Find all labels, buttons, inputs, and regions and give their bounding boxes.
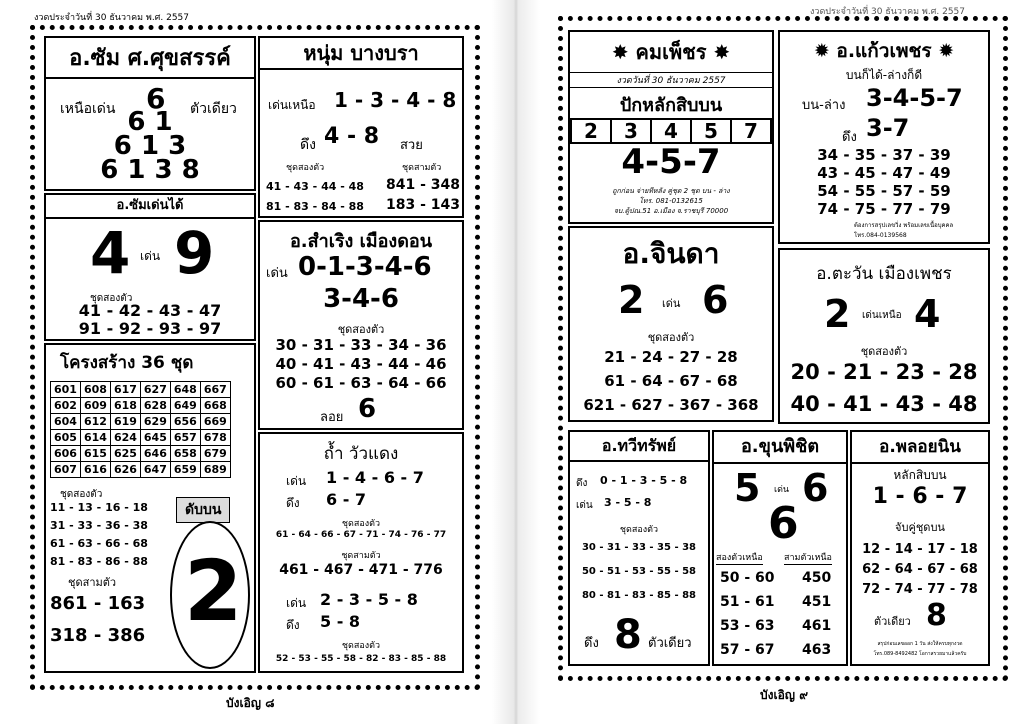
page-header: งวดประจำวันที่ 30 ธันวาคม พ.ศ. 2557	[810, 7, 966, 17]
num-line2-suffix: สวย	[400, 138, 423, 153]
jinda-triple-row: 621 - 627 - 367 - 368	[583, 396, 759, 414]
khun-col2-2: 451	[802, 594, 832, 610]
thawi-foot-number: 8	[614, 612, 642, 658]
structure-table-cell: 668	[200, 398, 230, 414]
thawi-l1-value: 0 - 1 - 3 - 5 - 8	[600, 474, 688, 487]
num-pair-1: 41 - 43 - 44 - 48	[266, 180, 364, 193]
structure-table-cell: 612	[80, 414, 110, 430]
structure-table-cell: 626	[110, 462, 140, 478]
structure-table-cell: 669	[200, 414, 230, 430]
structure-table-cell: 625	[110, 446, 140, 462]
sam-box	[44, 36, 256, 191]
page-footer: บังเอิญ ๘	[226, 696, 275, 710]
structure-table-cell: 679	[200, 446, 230, 462]
sam-lower-row-2: 91 - 92 - 93 - 97	[78, 319, 222, 338]
structure-table-cell: 689	[200, 462, 230, 478]
thawi-l2-value: 3 - 5 - 8	[604, 496, 652, 509]
khun-col1-1: 50 - 60	[720, 570, 775, 586]
book-gutter	[492, 0, 540, 724]
structure-table	[50, 381, 231, 478]
phloi-row-1: 12 - 14 - 17 - 18	[862, 542, 978, 557]
structure-table-cell: 604	[51, 414, 81, 430]
sam-lower-label: เด่น	[140, 249, 161, 263]
kaew-row-1: 34 - 35 - 37 - 39	[817, 146, 951, 164]
samroeng-row-3: 60 - 61 - 63 - 64 - 66	[275, 374, 447, 392]
num-line1-label: เด่นเหนือ	[268, 98, 316, 112]
tham-l3-value: 2 - 3 - 5 - 8	[320, 590, 418, 609]
khom-big: 4-5-7	[621, 142, 721, 182]
structure-table-cell: 602	[51, 398, 81, 414]
jinda-left-number: 2	[618, 278, 645, 322]
structure-table-cell: 645	[140, 430, 170, 446]
khun-col1-label: สองตัวเหนือ	[716, 550, 763, 565]
tham-l1-value: 1 - 4 - 6 - 7	[326, 468, 424, 487]
kaew-note-1: ต้องการสรุปเลขวิ่ง พร้อมเลขเนื้อบุคคล	[854, 222, 954, 229]
tham-l2-value: 6 - 7	[326, 490, 367, 509]
tham-pair-label: ชุดสองตัว	[341, 519, 381, 529]
khun-label: เด่น	[774, 485, 790, 495]
sun-icon: ✹	[813, 40, 837, 62]
structure-table-row	[51, 398, 231, 414]
tawan-left-number: 2	[824, 292, 851, 336]
sam-lead-number: 6	[146, 82, 166, 115]
page-footer: บังเอิญ ๙	[760, 688, 808, 702]
khun-col2-label: สามตัวเหนือ	[784, 550, 832, 565]
structure-table-cell: 618	[110, 398, 140, 414]
samroeng-float-value: 6	[358, 394, 377, 424]
khom-title-text: คมเพ็ชร	[635, 40, 707, 64]
structure-table-row	[51, 414, 231, 430]
structure-table-cell: 607	[51, 462, 81, 478]
khom-subtitle: งวดวันที่ 30 ธันวาคม 2557	[570, 72, 772, 88]
thawi-row-2: 50 - 51 - 53 - 55 - 58	[581, 566, 697, 577]
structure-table-row	[51, 462, 231, 478]
structure-triple-label: ชุดสามตัว	[68, 576, 117, 589]
kaew-note-2: โทร.084-0139568	[854, 232, 907, 239]
jinda-right-number: 6	[702, 278, 729, 322]
khun-col2-4: 463	[802, 642, 832, 658]
structure-table-cell: 649	[170, 398, 200, 414]
tawan-pair-label: ชุดสองตัว	[860, 345, 908, 358]
structure-oval-label: ดับบน	[176, 497, 230, 523]
structure-table-cell: 617	[110, 382, 140, 398]
sam-lower-title: อ.ซัมเด่นได้	[46, 195, 254, 219]
structure-pair-4: 81 - 83 - 86 - 88	[50, 555, 148, 568]
sam-lower-box	[44, 193, 256, 341]
khun-title: อ.ขุนพิชิต	[714, 432, 846, 464]
samroeng-row-2: 40 - 41 - 43 - 44 - 46	[275, 355, 447, 373]
phloi-row-3: 72 - 74 - 77 - 78	[862, 582, 978, 597]
num-triple-label: ชุดสามตัว	[402, 163, 442, 173]
phloi-note-2: โทร.089-8492482 โอกาสรวยมาแล้วครับ	[873, 651, 967, 657]
structure-table-cell: 659	[170, 462, 200, 478]
num-title: หนุ่ม บางบรา	[260, 38, 462, 70]
structure-pair-1: 11 - 13 - 16 - 18	[50, 501, 148, 514]
kaew-title-text: อ.แก้วเพชร	[836, 40, 932, 62]
structure-table-cell: 601	[51, 382, 81, 398]
tawan-row-2: 40 - 41 - 43 - 48	[790, 392, 978, 416]
right-page	[540, 0, 1024, 724]
khun-number-1: 5	[734, 466, 761, 510]
khom-box	[568, 30, 774, 224]
tham-triple-label: ชุดสามตัว	[341, 551, 381, 561]
samroeng-box	[258, 220, 464, 430]
samroeng-pair-label: ชุดสองตัว	[337, 323, 385, 336]
tawan-title: อ.ตะวัน เมืองเพชร	[816, 264, 952, 284]
tham-l3-label: เด่น	[286, 596, 307, 610]
thawi-pair-label: ชุดสองตัว	[619, 525, 659, 535]
structure-table-cell: 624	[110, 430, 140, 446]
kaew-l1-value: 3-4-5-7	[866, 84, 963, 112]
kaew-row-4: 74 - 75 - 77 - 79	[817, 200, 951, 218]
khom-note-3: จบ.ตู้ปณ.51 อ.เมือง จ.ราชบุรี 70000	[613, 207, 729, 215]
khun-col1-2: 51 - 61	[720, 594, 775, 610]
num-line1-value: 1 - 3 - 4 - 8	[334, 88, 457, 112]
structure-table-cell: 606	[51, 446, 81, 462]
kaew-l2-label: ดึง	[842, 130, 857, 145]
sam-pyramid-3: 6 1 3 8	[100, 155, 200, 185]
tham-l4-label: ดึง	[286, 618, 300, 632]
num-pair-label: ชุดสองตัว	[286, 163, 325, 173]
sam-lead-suffix: ตัวเดียว	[190, 101, 237, 117]
num-line2-value: 4 - 8	[324, 124, 380, 149]
sam-title: อ.ซัม ศ.ศุขสรรค์	[46, 40, 254, 79]
khom-note-2: โทร. 081-0132615	[639, 197, 703, 205]
phloi-foot-label: ตัวเดียว	[874, 615, 911, 628]
kaew-sub: บนก็ได้-ล่างก็ดี	[845, 68, 923, 82]
kaew-row-3: 54 - 55 - 57 - 59	[817, 182, 951, 200]
sam-pyramid-2: 6 1 3	[113, 131, 187, 161]
left-page	[0, 0, 492, 724]
phloi-sub: หลักสิบบน	[893, 468, 947, 482]
kaew-box	[778, 30, 990, 244]
structure-table-cell: 646	[140, 446, 170, 462]
phloi-title: อ.พลอยนิน	[852, 432, 988, 464]
star-icon: ✸	[611, 40, 636, 64]
structure-table-cell: 609	[80, 398, 110, 414]
samroeng-row-1: 30 - 31 - 33 - 34 - 36	[275, 336, 447, 354]
num-pair-2: 81 - 83 - 84 - 88	[266, 200, 364, 213]
khun-box	[712, 430, 848, 666]
khom-label: ปักหลักสิบบน	[619, 95, 723, 116]
phloi-note-1: สรุปก่อนเลขออก 1 วัน ส่งให้ครบทุกงวด	[877, 641, 963, 647]
structure-table-row	[51, 446, 231, 462]
jinda-label: เด่น	[662, 297, 681, 310]
phloi-row-2: 62 - 64 - 67 - 68	[862, 562, 978, 577]
structure-table-cell: 629	[140, 414, 170, 430]
khun-col2-3: 461	[802, 618, 832, 634]
phloi-foot-number: 8	[926, 598, 947, 633]
structure-table-cell: 605	[51, 430, 81, 446]
khom-note-1: ถูกก่อน จ่ายทีหลัง คู่ชุด 2 ชุด บน - ล่าง	[612, 187, 730, 195]
khun-col2-1: 450	[802, 570, 832, 586]
thawi-l1-label: ดึง	[576, 478, 588, 489]
khom-digit: 3	[610, 118, 652, 144]
num-triple-2: 183 - 143	[386, 197, 461, 213]
khom-digits	[572, 118, 772, 144]
tham-pair-row-2: 52 - 53 - 55 - 58 - 82 - 83 - 85 - 88	[275, 654, 447, 664]
tham-l2-label: ดึง	[286, 496, 300, 510]
structure-table-cell: 657	[170, 430, 200, 446]
khom-digit: 7	[730, 118, 772, 144]
thawi-row-1: 30 - 31 - 33 - 35 - 38	[581, 542, 697, 553]
num-triple-1: 841 - 348	[386, 177, 461, 193]
num-line2-label: ดึง	[300, 137, 316, 153]
sam-lower-right-number: 9	[174, 219, 215, 287]
thawi-l2-label: เด่น	[576, 500, 593, 511]
structure-table-cell: 648	[170, 382, 200, 398]
samroeng-lead-value: 0-1-3-4-6	[298, 252, 432, 282]
samroeng-title: อ.สำเริง เมืองดอน	[289, 231, 433, 252]
thawi-foot-suffix: ตัวเดียว	[648, 636, 692, 651]
phloi-box	[850, 430, 990, 666]
structure-table-row	[51, 430, 231, 446]
page-header: งวดประจำวันที่ 30 ธันวาคม พ.ศ. 2557	[34, 13, 190, 23]
phloi-value: 1 - 6 - 7	[872, 484, 968, 509]
sam-lower-pair-label: ชุดสองตัว	[90, 293, 133, 304]
tawan-box	[778, 248, 990, 424]
tham-l1-label: เด่น	[286, 474, 307, 488]
tham-box	[258, 432, 464, 673]
thawi-row-3: 80 - 81 - 83 - 85 - 88	[581, 590, 697, 601]
structure-oval-number: 2	[184, 542, 243, 640]
khom-digit: 5	[690, 118, 732, 144]
structure-table-cell: 614	[80, 430, 110, 446]
sun-icon: ✹	[931, 40, 955, 62]
structure-table-row	[51, 382, 231, 398]
khom-digit: 2	[570, 118, 612, 144]
structure-table-cell: 608	[80, 382, 110, 398]
tham-pair-row: 61 - 64 - 66 - 67 - 71 - 74 - 76 - 77	[275, 530, 447, 540]
sam-lead-label: เหนือเด่น	[60, 101, 116, 117]
samroeng-sub-value: 3-4-6	[323, 284, 399, 314]
tawan-row-1: 20 - 21 - 23 - 28	[790, 360, 978, 384]
jinda-row-2: 61 - 64 - 67 - 68	[604, 372, 738, 390]
kaew-title	[780, 36, 988, 66]
kaew-row-2: 43 - 45 - 47 - 49	[817, 164, 951, 182]
structure-table-cell: 619	[110, 414, 140, 430]
khom-digit: 4	[650, 118, 692, 144]
khom-title	[570, 36, 772, 68]
tawan-right-number: 4	[914, 292, 941, 336]
khun-col1-3: 53 - 63	[720, 618, 775, 634]
kaew-l2-value: 3-7	[866, 114, 910, 142]
thawi-title: อ.ทวีทรัพย์	[570, 432, 708, 462]
tham-triple-row: 461 - 467 - 471 - 776	[279, 562, 443, 578]
tawan-label: เด่นเหนือ	[862, 310, 902, 321]
structure-table-cell: 678	[200, 430, 230, 446]
phloi-pair-label: จับคู่ชุดบน	[895, 521, 945, 534]
sam-pyramid-1: 6 1	[127, 107, 173, 137]
structure-pair-label: ชุดสองตัว	[60, 489, 103, 500]
structure-table-cell: 658	[170, 446, 200, 462]
star-icon: ✸	[706, 40, 731, 64]
jinda-box	[568, 226, 774, 422]
samroeng-float-label: ลอย	[320, 410, 344, 425]
structure-title: โครงสร้าง 36 ชุด	[60, 353, 194, 373]
structure-table-cell: 647	[140, 462, 170, 478]
samroeng-lead-label: เด่น	[266, 266, 288, 281]
structure-table-cell: 616	[80, 462, 110, 478]
structure-pair-2: 31 - 33 - 36 - 38	[50, 519, 148, 532]
tham-title: ถ้ำ วัวแดง	[323, 444, 399, 464]
structure-pair-3: 61 - 63 - 66 - 68	[50, 537, 148, 550]
thawi-foot-label: ดึง	[584, 636, 599, 651]
kaew-l1-label: บน-ล่าง	[802, 98, 846, 113]
jinda-title: อ.จินดา	[622, 237, 720, 270]
sam-lower-left-number: 4	[90, 219, 131, 287]
jinda-row-1: 21 - 24 - 27 - 28	[604, 348, 738, 366]
jinda-pair-label: ชุดสองตัว	[647, 331, 695, 344]
tham-pair-label-2: ชุดสองตัว	[341, 641, 381, 651]
structure-table-cell: 667	[200, 382, 230, 398]
structure-box	[44, 343, 256, 673]
khun-number-2: 6	[802, 466, 829, 510]
num-box	[258, 36, 464, 218]
thawi-box	[568, 430, 710, 666]
khun-number-3: 6	[768, 498, 799, 549]
structure-triple-1: 861 - 163	[50, 593, 146, 614]
structure-table-cell: 656	[170, 414, 200, 430]
structure-table-cell: 615	[80, 446, 110, 462]
structure-table-cell: 628	[140, 398, 170, 414]
sam-lower-row-1: 41 - 42 - 43 - 47	[78, 301, 222, 320]
tham-l4-value: 5 - 8	[320, 612, 361, 631]
khun-col1-4: 57 - 67	[720, 642, 775, 658]
structure-table-cell: 627	[140, 382, 170, 398]
structure-triple-2: 318 - 386	[50, 625, 146, 646]
